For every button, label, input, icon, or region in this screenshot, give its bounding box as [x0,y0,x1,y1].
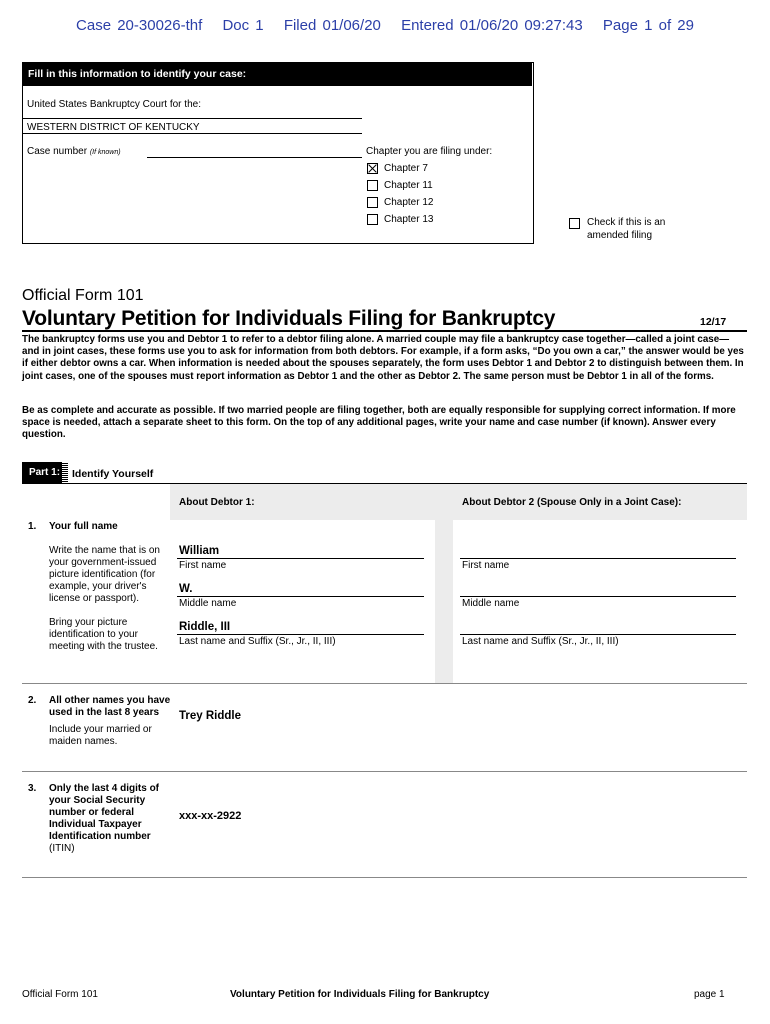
amended-line-1: Check if this is an [587,217,666,228]
chapter-11-checkbox[interactable] [367,180,378,191]
case-number-field[interactable] [147,157,362,158]
debtor1-first-name[interactable]: William [179,545,220,557]
case-number-hint: (If known) [89,149,121,156]
debtor2-column-header: About Debtor 2 (Spouse Only in a Joint Case): [462,497,682,508]
chapter-13-checkbox[interactable] [367,214,378,225]
page-count: Page 1 of 29 [602,17,694,34]
debtor2-middle-name-field[interactable] [460,596,736,597]
case-id: Case 20-30026-thf [76,17,203,34]
part-title: Identify Yourself [72,468,154,480]
chapter-11-label: Chapter 11 [384,180,433,192]
q3-separator [22,877,747,878]
form-date: 12/17 [700,316,727,328]
filed-date: Filed 01/06/20 [283,17,381,34]
q1-number: 1. [28,521,37,532]
title-rule [22,330,747,332]
entered-date: Entered 01/06/20 09:27:43 [401,17,583,34]
footer-form-title: Voluntary Petition for Individuals Filing for Bankruptcy [230,989,490,1000]
chapter-12-label: Chapter 12 [384,197,434,209]
amended-line-2: amended filing [587,230,653,241]
debtor1-ssn[interactable]: xxx-xx-2922 [179,810,242,822]
identify-case-title: Fill in this information to identify your case: [22,62,532,86]
chapter-7-label: Chapter 7 [384,163,428,175]
chapter-11-option[interactable] [367,180,433,191]
form-number: Official Form 101 [22,287,144,304]
q3-number: 3. [28,783,37,794]
debtor2-middle-name-caption: Middle name [462,598,520,609]
chapter-label: Chapter you are filing under: [366,146,493,157]
q2-number: 2. [28,695,37,706]
debtor2-first-name-field[interactable] [460,558,736,559]
amended-filing-label [587,216,665,242]
debtor2-first-name-caption: First name [462,560,510,571]
intro-paragraph: The bankruptcy forms use you and Debtor 1 to refer to a debtor filing alone. A married couple may file a bankruptcy case together—called a joint case—and in joint cases, these forms use you to ask for information from both debtors. For example, if a form asks, “Do you own a car,” the answer would be yes if either debtor owns a car. When information is needed about the spouses separately, the form uses Debtor 1 and Debtor 2 to distinguish between them. In joint cases, one of the spouses must report information as Debtor 1 and the other as Debtor 2. The same person must be Debtor 1 in all of the forms. [22,334,744,382]
footer-form-number: Official Form 101 [22,989,98,1000]
debtor2-last-name-caption: Last name and Suffix (Sr., Jr., II, III) [462,636,619,647]
court-label: United States Bankruptcy Court for the: [27,99,201,110]
case-number-label [27,146,121,157]
court-header-stamp [0,17,770,34]
divider [22,118,362,119]
debtor1-last-name-caption: Last name and Suffix (Sr., Jr., II, III) [179,636,336,647]
chapter-12-option[interactable] [367,197,433,208]
q2-label: All other names you have used in the last 8 years [49,695,171,718]
chapter-7-option[interactable] [367,163,428,174]
chapter-7-checkbox[interactable] [367,163,378,174]
case-number-label-text: Case number [27,146,88,157]
column-gutter [435,484,453,684]
amended-filing-checkbox[interactable] [569,218,580,229]
q2-instructions: Include your married or maiden names. [49,724,152,747]
debtor1-middle-name[interactable]: W. [179,583,193,595]
q3-itin-note: (ITIN) [49,843,75,854]
district-underline [22,133,362,134]
chapter-13-label: Chapter 13 [384,214,434,226]
q1-trustee-note: Bring your picture identification to your meeting with the trustee. [49,617,158,652]
debtor1-column-header: About Debtor 1: [179,497,255,508]
debtor2-last-name-field[interactable] [460,634,736,635]
part-label-pattern [62,462,68,484]
footer-page-number: page 1 [694,989,725,1000]
q1-separator [22,683,747,684]
instructions-paragraph: Be as complete and accurate as possible. If two married people are filing together, both are equally responsible for supplying correct information. If more space is needed, attach a separate sheet to this form. On the top of any additional pages, write your name and case number (if known). Answer every question. [22,405,736,441]
debtor1-last-name[interactable]: Riddle, III [179,621,231,633]
form-title: Voluntary Petition for Individuals Filing for Bankruptcy [22,307,556,330]
chapter-13-option[interactable] [367,214,433,225]
debtor1-middle-name-caption: Middle name [179,598,237,609]
amended-checkbox-wrap[interactable] [569,215,580,233]
debtor1-middle-name-line [177,596,424,597]
doc-number: Doc 1 [222,17,264,34]
chapter-12-checkbox[interactable] [367,197,378,208]
q2-separator [22,771,747,772]
debtor1-last-name-line [177,634,424,635]
q1-instructions: Write the name that is on your government-issued picture identification (for example, your driver's license or passport). [49,545,160,604]
debtor1-other-names[interactable]: Trey Riddle [179,710,241,722]
debtor1-first-name-caption: First name [179,560,227,571]
debtor1-first-name-line [177,558,424,559]
district-field[interactable]: WESTERN DISTRICT OF KENTUCKY [27,122,200,133]
part-label: Part 1: [22,462,67,484]
q3-label: Only the last 4 digits of your Social Security number or federal Individual Taxpayer Identification number [49,783,160,842]
q1-label: Your full name [49,521,118,532]
